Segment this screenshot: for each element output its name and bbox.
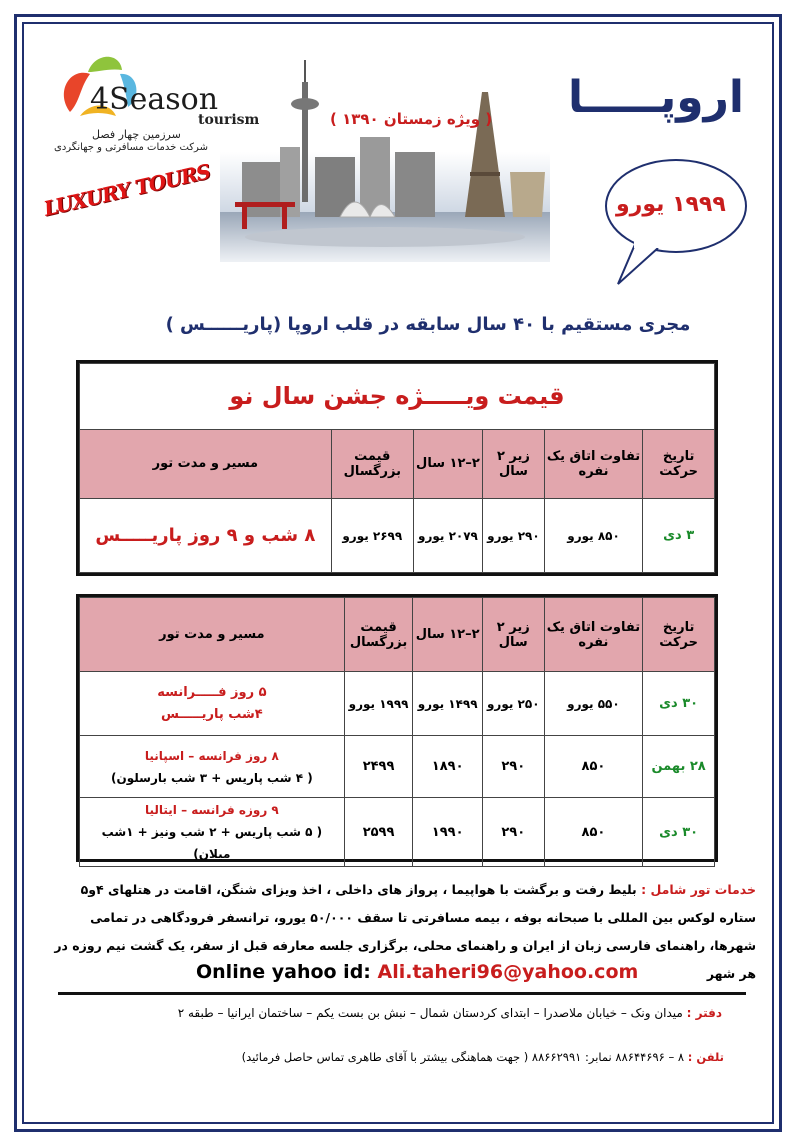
services-label: خدمات تور شامل : <box>641 882 756 897</box>
header-single: تفاوت اتاق یک نفره <box>544 429 643 499</box>
landmarks-montage-image <box>220 52 550 262</box>
table-new-year-heading: قیمت ویـــــژه جشن سال نو <box>80 364 715 430</box>
online-address-link[interactable]: Ali.taheri96@yahoo.com <box>377 961 639 983</box>
table-new-year-wrapper <box>76 360 718 576</box>
departure-date-cell: ۳ دی <box>643 499 715 573</box>
logo-sub: tourism <box>198 112 260 128</box>
single-room-cell: ۸۵۰ <box>544 798 643 867</box>
route-cell: ۸ شب و ۹ روز پاریـــــس <box>80 499 332 573</box>
route-line-2: ( ۴ شب پاریس + ۳ شب بارسلون) <box>111 770 313 785</box>
price-bubble-text: ۱۹۹۹ یورو <box>616 192 726 217</box>
office-address <box>60 1006 722 1020</box>
phone-info <box>60 1050 724 1064</box>
header-child: ۲–۱۲ سال <box>413 598 483 672</box>
single-room-cell: ۸۵۰ <box>544 736 643 798</box>
header-route: مسیر و مدت تور <box>80 429 332 499</box>
header-route: مسیر و مدت تور <box>80 598 345 672</box>
child-price-cell: ۱۹۹۰ <box>413 798 483 867</box>
logo-brand: 4Season <box>90 82 219 117</box>
single-room-cell: ۸۵۰ یورو <box>544 499 643 573</box>
header-date: تاریخ حرکت <box>643 429 715 499</box>
header-infant: زیر ۲ سال <box>483 429 545 499</box>
table-row <box>80 736 715 798</box>
single-room-cell: ۵۵۰ یورو <box>544 672 643 736</box>
online-contact <box>196 961 638 983</box>
office-label: دفتر : <box>686 1006 722 1020</box>
infant-price-cell: ۲۵۰ یورو <box>482 672 544 736</box>
child-price-cell: ۱۸۹۰ <box>413 736 483 798</box>
table-row <box>80 798 715 867</box>
adult-price-cell: ۲۶۹۹ یورو <box>331 499 413 573</box>
header-single: تفاوت اتاق یک نفره <box>544 598 643 672</box>
adult-price-cell: ۲۵۹۹ <box>344 798 413 867</box>
phone-label: تلفن : <box>687 1050 724 1064</box>
child-price-cell: ۲۰۷۹ یورو <box>413 499 482 573</box>
route-cell <box>80 798 345 867</box>
header-child: ۲–۱۲ سال <box>413 429 482 499</box>
online-label: Online yahoo id: <box>196 961 371 983</box>
table-new-year <box>79 363 715 573</box>
logo-persian-name: سرزمین چهار فصل <box>92 128 181 141</box>
route-line-1: ۹ روزه فرانسه – ایتالیا <box>144 803 279 817</box>
departure-date-cell: ۳۰ دی <box>643 798 715 867</box>
table-tours <box>79 597 715 867</box>
route-cell <box>80 736 345 798</box>
header-adult: قیمت بزرگسال <box>344 598 413 672</box>
header-adult: قیمت بزرگسال <box>331 429 413 499</box>
header-date: تاریخ حرکت <box>643 598 715 672</box>
office-text: میدان ونک – خیابان ملاصدرا – ابتدای کردستان شمال – نبش بن بست یکم – ساختمان ایرانیا – طبقه ۲ <box>177 1006 683 1020</box>
divider <box>58 992 746 995</box>
adult-price-cell: ۲۴۹۹ <box>344 736 413 798</box>
page-title: اروپـــــا <box>568 72 744 123</box>
route-line-1: ۸ روز فرانسه – اسپانیا <box>144 748 279 763</box>
infant-price-cell: ۲۹۰ یورو <box>483 499 545 573</box>
child-price-cell: ۱۴۹۹ یورو <box>413 672 483 736</box>
route-cell <box>80 672 345 736</box>
luxury-badge: LUXURY TOURS <box>41 159 212 221</box>
departure-date-cell: ۳۰ دی <box>643 672 715 736</box>
table-row <box>80 672 715 736</box>
infant-price-cell: ۲۹۰ <box>482 798 544 867</box>
route-line-2: ۴شب پاریـــــس <box>161 706 263 722</box>
route-line-1: ۵ روز فـــــرانسه <box>157 684 267 700</box>
table-tours-wrapper <box>76 594 718 862</box>
services-text: بلیط رفت و برگشت با هواپیما ، پرواز های داخلی ، اخذ ویزای شنگن، اقامت در هتلهای ۴و۵ ستاره لوکس بین المللی با صبحانه بوفه ، بیمه مسافرتی تا سقف ۵۰/۰۰۰ یورو، ترانسفر فرودگاهی در تمامی شهرها، راهنمای فارسی زبان از ایران و راهنمای محلی، برگزاری جلسه معارفه قبل از سفر، یک گشت نیم روزه در هر شهر <box>54 882 756 981</box>
table-row <box>80 499 715 573</box>
adult-price-cell: ۱۹۹۹ یورو <box>344 672 413 736</box>
route-line-2: ( ۵ شب پاریس + ۲ شب ونیز + ۱شب میلان) <box>101 825 323 861</box>
logo-persian-desc: شرکت خدمات مسافرتی و جهانگردی <box>54 142 208 153</box>
infant-price-cell: ۲۹۰ <box>482 736 544 798</box>
subtitle: مجری مستقیم با ۴۰ سال سابقه در قلب اروپا (پاریــــــس ) <box>165 314 691 335</box>
price-bubble-shape <box>596 148 756 288</box>
header-infant: زیر ۲ سال <box>482 598 544 672</box>
phone-text: ۸ – ۸۸۶۴۴۶۹۶ نمابر: ۸۸۶۶۲۹۹۱ ( جهت هماهنگی بیشتر با آقای طاهری تماس حاصل فرمائید) <box>241 1050 685 1064</box>
departure-date-cell: ۲۸ بهمن <box>643 736 715 798</box>
season-label: ( ویژه زمستان ۱۳۹۰ ) <box>330 110 493 128</box>
